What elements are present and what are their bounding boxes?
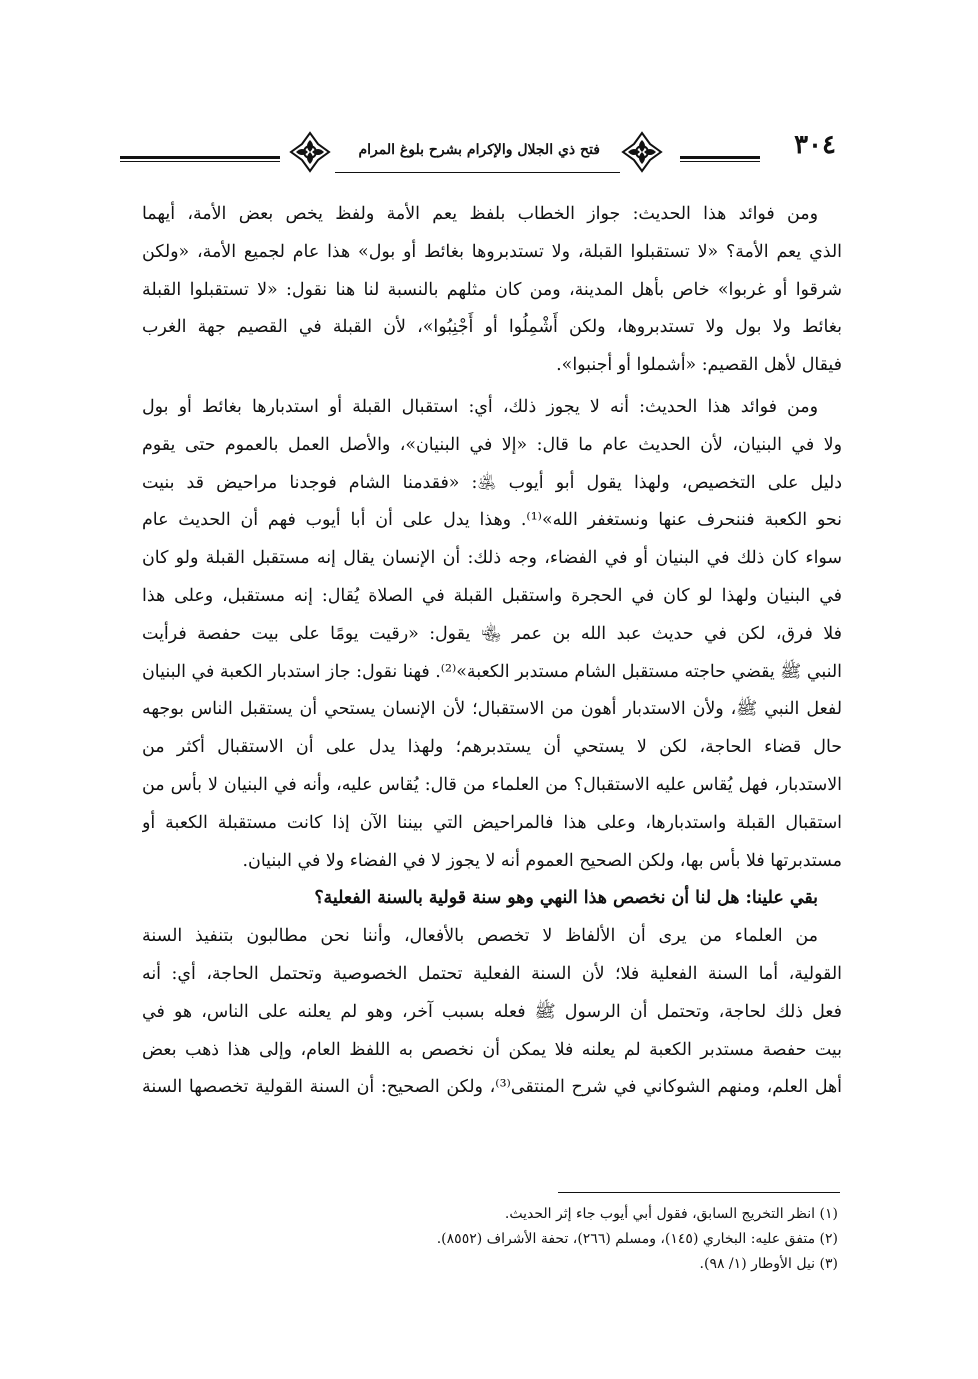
- text-line: النبي ﷺ يقضي حاجته مستقبل الشام مستدبر الكعبة»⁽²⁾. فهنا نقول: جاز استدبار الكعبة في البنيان: [142, 661, 842, 682]
- paragraph: [142, 389, 842, 880]
- page-header: [120, 124, 840, 178]
- text-line: حال قضاء الحاجة، لكن لا يستحي أن يستدبرهم؛ ولهذا يدل على أن الاستقبال أكثر من: [142, 737, 842, 758]
- body-text: [142, 196, 842, 1107]
- footnote-separator: [558, 1192, 840, 1193]
- text-line: مستدبرتها فلا بأس بها، ولكن الصحيح العموم أنه لا يجوز لا في الفضاء ولا في البنيان.: [242, 850, 842, 871]
- text-line: فيقال لأهل القصيم: «أشملوا أو أجنبوا».: [556, 355, 842, 376]
- text-line: ومن فوائد هذا الحديث: جواز الخطاب بلفظ يعم الأمة ولفظ يخص بعض الأمة، أيهما: [142, 204, 818, 224]
- footnotes: [138, 1202, 838, 1277]
- text-line: استقبال القبلة واستدبارها، وعلى هذا فالمراحيض التي بيننا الآن إذا كانت مستقبلة الكعبة أو: [142, 812, 842, 833]
- header-rule-left-thin: [120, 161, 280, 162]
- paragraph: [142, 918, 842, 1107]
- header-rule-left: [120, 156, 280, 159]
- text-line: فعل ذلك لحاجة، وتحتمل أن الرسول ﷺ فعله بسبب آخر، وهو لم يعلنه على الناس، هو في: [142, 1001, 842, 1022]
- paragraph: [142, 880, 842, 918]
- footnote: (٣) نيل الأوطار (١/ ٩٨).: [699, 1256, 838, 1272]
- text-line: الذي يعم الأمة؟ «لا تستقبلوا القبلة، ولا تستدبروها بغائط أو بول» هذا عام لجميع الأمة، «ولكن: [142, 241, 842, 262]
- footnote: (٢) متفق عليه: البخاري (١٤٥)، ومسلم (٢٦٦)، تحفة الأشراف (٨٥٥٢).: [436, 1231, 838, 1247]
- title-underline: [335, 172, 620, 173]
- header-rule-right-thin: [680, 161, 760, 162]
- ornament-right-icon: [620, 130, 664, 174]
- text-line: من العلماء من يرى أن الألفاظ لا تخصص بالأفعال، وأننا نحن مطالبون بتنفيذ السنة: [142, 926, 818, 947]
- ornament-left-icon: [288, 130, 332, 174]
- text-line: ومن فوائد هذا الحديث: أنه لا يجوز ذلك، أي: استقبال القبلة أو استدبارها بغائط أو بول: [142, 396, 818, 417]
- text-line: سواء كان ذلك في البنيان أو في الفضاء، وجه ذلك: أن الإنسان يقال إنه مستقبل القبلة ولو كان: [142, 548, 842, 569]
- text-line: القولية، أما السنة الفعلية فلا؛ لأن السنة الفعلية تحتمل الخصوصية وتحتمل الحاجة، أي: أنه: [142, 963, 842, 984]
- page-number: ٣٠٤: [794, 130, 836, 160]
- text-line: دليل على التخصيص، ولهذا يقول أبو أيوب ﵁: «فقدمنا الشام فوجدنا مراحيض قد بنيت: [142, 472, 842, 493]
- text-line: بغائط ولا بول ولا تستدبروها، ولكن أَشْمِلُوا أو أَجْنِبُوا»، لأن القبلة في القصيم جهة الغرب: [142, 317, 842, 338]
- paragraph: [142, 196, 842, 385]
- text-line: شرقوا أو غربوا» خاص بأهل المدينة، ومن كان مثلهم بالنسبة لنا هنا نقول: «لا تستقبلوا القبلة: [142, 279, 842, 300]
- header-rule-right: [680, 156, 760, 159]
- text-line: بقي علينا: هل لنا أن نخصص هذا النهي وهو سنة قولية بالسنة الفعلية؟: [314, 888, 818, 909]
- text-line: الاستدبار، فهل يُقاس عليه الاستقبال؟ من العلماء من قال: يُقاس عليه، وأنه في البنيان لا بأس من: [142, 774, 842, 795]
- footnote: (١) انظر التخريج السابق، فقول أبي أيوب جاء إثر الحديث.: [504, 1206, 838, 1222]
- text-line: في البنيان ولهذا لو كان في الحجرة واستقبل القبلة في الصلاة يُقال: إنه مستقبل، وعلى هذا: [142, 585, 842, 606]
- text-line: ولا في البنيان، لأن الحديث عام ما قال: «إلا في البنيان»، والأصل العمل بالعموم حتى يقوم: [142, 434, 842, 455]
- text-line: أهل العلم، ومنهم الشوكاني في شرح المنتقى⁽³⁾، ولكن الصحيح: أن السنة القولية تخصصها السنة: [142, 1077, 842, 1098]
- text-line: لفعل النبي ﷺ، ولأن الاستدبار أهون من الاستقبال؛ لأن الإنسان يستحي أن يستقبل الناس بوجهه: [142, 699, 842, 720]
- book-title: فتح ذي الجلال والإكرام بشرح بلوغ المرام: [358, 142, 600, 158]
- text-line: بيت حفصة مستدبر الكعبة لم يعلنه فلا يمكن أن نخصص به اللفظ العام، وإلى هذا ذهب بعض: [142, 1039, 842, 1060]
- text-line: فلا فرق، لكن في حديث عبد الله بن عمر ﵄ يقول: «رقيت يومًا على بيت حفصة فرأيت: [142, 623, 842, 644]
- text-line: نحو الكعبة فننحرف عنها ونستغفر الله»⁽¹⁾. وهذا يدل على أن أبا أيوب فهم أن الحديث عام: [142, 510, 842, 531]
